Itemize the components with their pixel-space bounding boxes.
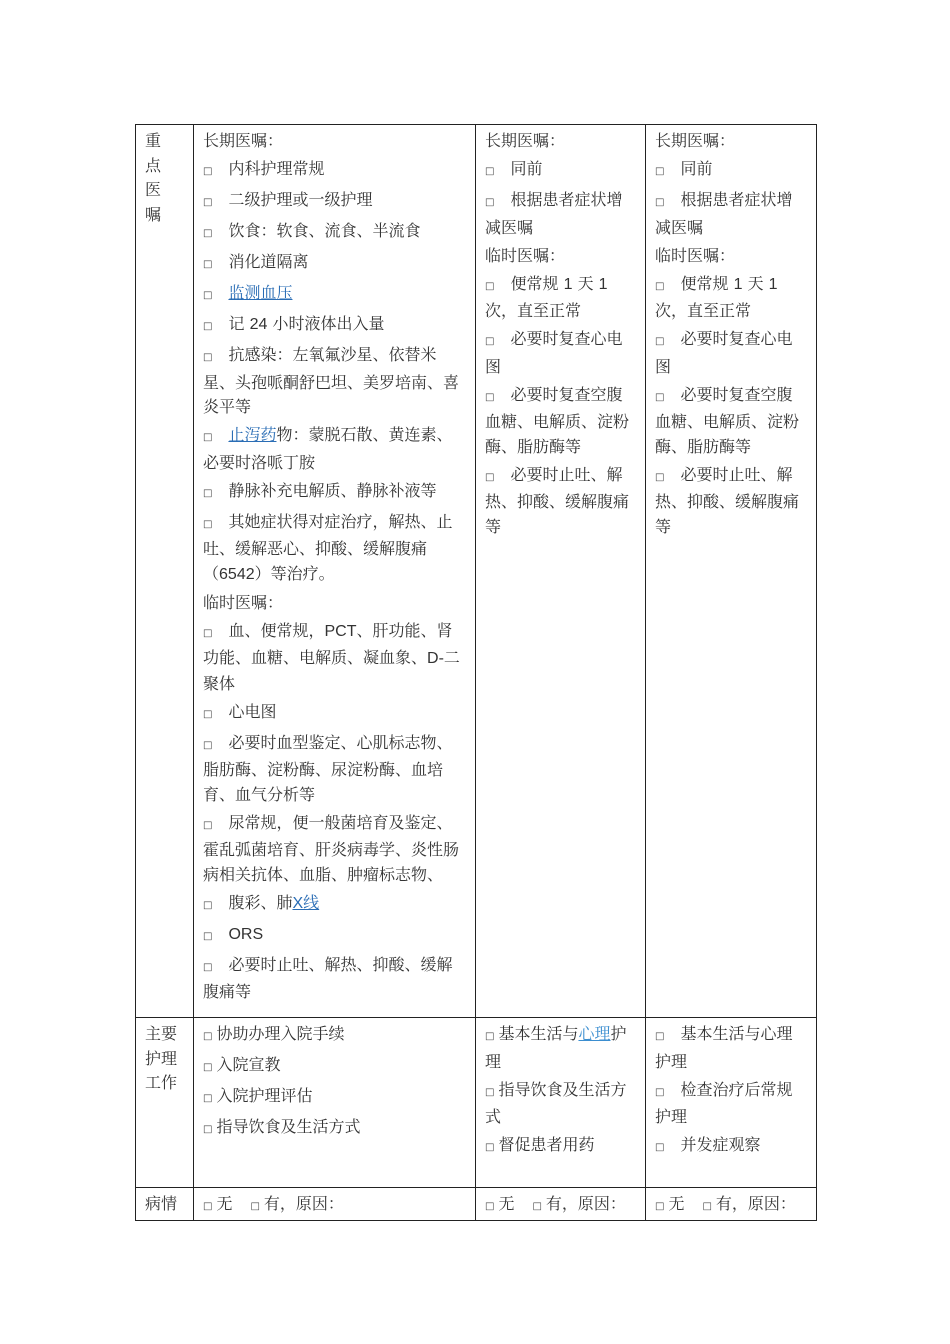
row-label-nursing [136,1018,194,1188]
checkbox[interactable]: □ [203,518,213,530]
order-item [203,510,467,588]
order-item [203,250,467,278]
checkbox[interactable]: □ [485,166,495,177]
long-term-orders-heading: 长期医嘱： [655,131,736,150]
order-text: 其她症状得对症治疗，解热、止吐、缓解恶心、抑酸、缓解腹痛（ [203,511,453,583]
order-text: 二级护理或一级护理 [228,190,373,209]
order-item [203,188,467,216]
order-text: 记 [228,314,245,333]
checkbox-none[interactable]: □ [203,1201,213,1212]
order-text: 必要时复查心电图 [485,329,623,376]
checkbox[interactable]: □ [485,197,495,208]
order-item [203,423,467,475]
order-item [203,479,467,507]
order-text: 抗感染：左氧氟沙星、依替米星、头孢哌酮舒巴坦、美罗培南、喜炎平等 [203,345,460,416]
nursing-text: 指导饮食及生活方式 [216,1117,361,1136]
order-item [203,891,467,919]
order-item [655,383,808,460]
row-condition [136,1188,817,1221]
nursing-text: 基本生活与心理护理 [655,1024,793,1071]
order-text: 同前 [680,159,713,178]
order-text: 二聚体 [203,648,460,693]
checkbox[interactable]: □ [655,391,665,403]
row-key-orders [136,125,817,1018]
order-item [655,188,808,240]
day1-nursing-cell [194,1018,476,1188]
nursing-text: 基本生活与 [498,1024,579,1043]
order-text: 尿常规，便一般菌培育及鉴定、霍乱弧菌培育、肝炎病毒学、炎性肠病相关抗体、血脂、肿瘤标志物、 [203,812,460,884]
order-item [655,463,808,540]
checkbox[interactable]: □ [203,930,213,942]
order-text: 静脉补充电解质、静脉补液等 [228,480,437,500]
order-text: 次，直至正常 [655,301,752,320]
day2-nursing-cell [476,1018,646,1188]
label-char: 护理 [145,1048,178,1068]
order-text: 物：蒙脱石散、黄连素、必要时洛哌丁胺 [203,425,453,472]
antidiarrheal-link[interactable]: 止泻药 [228,425,277,444]
order-text: 必要时血型鉴定、心肌标志物、脂肪酶、淀粉酶、尿淀粉酶、血培育、血气分析等 [203,732,453,804]
day2-condition-cell [476,1188,646,1221]
nursing-text: 入院宣教 [216,1055,281,1074]
nursing-item [203,1053,467,1081]
xray-link[interactable]: X线 [292,894,320,912]
checkbox[interactable]: □ [203,627,213,639]
nursing-item [485,1133,637,1161]
checkbox[interactable]: □ [203,487,213,499]
order-item [485,463,637,540]
nursing-text: 检查治疗后常规护理 [655,1079,793,1126]
checkbox[interactable]: □ [203,259,213,270]
day2-orders-cell [476,125,646,1018]
nursing-item [203,1022,467,1050]
temporary-orders-heading: 临时医嘱： [203,592,284,612]
order-item [203,922,467,950]
order-text: 血、便常规， [228,620,325,640]
nursing-item [655,1133,808,1161]
day3-nursing-cell [646,1018,817,1188]
order-number: 24 [249,316,268,333]
order-item [655,272,808,324]
checkbox[interactable]: □ [485,391,495,403]
order-item [203,312,467,340]
order-text: 便常规 [510,273,559,293]
order-text: 消化道隔离 [228,252,309,271]
checkbox-yes[interactable]: □ [702,1201,712,1212]
order-text: 根据患者症状增减医嘱 [485,190,623,237]
order-text: 次，直至正常 [485,301,582,320]
blood-pressure-link[interactable]: 监测血压 [228,283,293,302]
checkbox[interactable]: □ [655,1142,665,1153]
checkbox-none[interactable]: □ [655,1201,665,1212]
order-item [203,343,467,420]
order-text: 便常规 [680,273,729,293]
checkbox[interactable]: □ [655,336,665,347]
long-term-orders-heading: 长期医嘱： [485,131,566,150]
order-text: ）等治疗。 [254,563,335,583]
psychology-link[interactable]: 心理 [578,1024,611,1043]
order-number: 6542 [219,565,255,583]
label-char: 嘱 [145,204,162,224]
row-nursing [136,1018,817,1188]
nursing-text: 入院护理评估 [216,1086,313,1105]
label-char: 主要 [145,1024,178,1043]
order-number: 1 [563,275,573,293]
option-none-label: 无 [668,1194,685,1213]
order-item [485,188,637,240]
order-text: 天 [577,273,594,293]
nursing-text: 并发症观察 [680,1135,761,1154]
order-number: 1 [733,275,743,293]
order-text: 必要时复查心电图 [655,329,793,376]
order-text: 心电图 [228,701,277,721]
checkbox[interactable]: □ [203,197,213,208]
order-number: D- [427,650,444,667]
checkbox-yes[interactable]: □ [532,1201,542,1212]
checkbox[interactable]: □ [655,471,665,483]
checkbox[interactable]: □ [655,1086,665,1098]
option-yes-label: 有，原因： [263,1194,344,1213]
clinical-pathway-table [135,124,817,1221]
order-item [203,619,467,697]
checkbox[interactable]: □ [203,708,213,720]
long-term-orders-heading: 长期医嘱： [203,131,284,150]
nursing-text: 护理 [485,1024,627,1071]
order-text: 必要时止吐、解热、抑酸、缓解腹痛等 [655,464,800,536]
checkbox[interactable]: □ [203,1093,213,1104]
day1-orders-cell [194,125,476,1018]
checkbox[interactable]: □ [485,1142,495,1153]
order-text: 必要时止吐、解热、抑酸、缓解腹痛等 [203,954,453,1001]
checkbox[interactable]: □ [203,1124,213,1135]
checkbox[interactable]: □ [655,166,665,177]
checkbox[interactable]: □ [203,1062,213,1073]
order-text: 必要时复查空腹血糖、电解质、淀粉酶、脂肪酶等 [655,384,800,456]
checkbox[interactable]: □ [203,352,213,363]
row-label-key-orders [136,125,194,1018]
checkbox[interactable]: □ [203,819,213,831]
nursing-item [485,1022,637,1074]
order-text: 腹彩、肺 [228,892,293,912]
order-text: 小时液体出入量 [272,314,385,333]
order-item [203,811,467,888]
nursing-item [203,1084,467,1112]
checkbox[interactable]: □ [203,321,213,332]
order-item [485,383,637,460]
label-char: 医 [145,180,162,199]
checkbox[interactable]: □ [203,166,213,177]
day1-condition-cell [194,1188,476,1221]
order-number: PCT [324,622,357,640]
checkbox[interactable]: □ [655,280,665,292]
order-text: 饮食：软食、流食、半流食 [228,221,421,240]
order-text: ORS [228,925,264,943]
order-text: 同前 [510,159,543,178]
order-number: 1 [768,275,778,293]
order-text: 天 [747,273,764,293]
checkbox-none[interactable]: □ [485,1201,495,1212]
order-text: 、肝功能、肾功能、血糖、电解质、凝血象、 [203,620,453,667]
checkbox[interactable]: □ [203,432,213,443]
checkbox[interactable]: □ [203,228,213,239]
checkbox[interactable]: □ [655,197,665,208]
label-char: 点 [145,155,162,175]
checkbox[interactable]: □ [485,336,495,347]
order-item [203,157,467,185]
checkbox[interactable]: □ [485,471,495,483]
order-item [203,700,467,728]
nursing-item [655,1078,808,1130]
row-label-condition: 病情 [136,1188,194,1221]
checkbox[interactable]: □ [485,280,495,292]
option-none-label: 无 [498,1194,515,1213]
order-item [203,281,467,309]
order-item [485,327,637,379]
order-item [485,157,637,185]
temporary-orders-heading: 临时医嘱： [485,245,566,265]
checkbox[interactable]: □ [485,1086,495,1098]
checkbox[interactable]: □ [203,739,213,751]
nursing-text: 指导饮食及生活方式 [485,1079,627,1126]
order-item [203,731,467,808]
day3-orders-cell [646,125,817,1018]
label-char: 重 [145,131,162,150]
nursing-text: 督促患者用药 [498,1135,595,1154]
checkbox[interactable]: □ [203,290,213,301]
order-text: 根据患者症状增减医嘱 [655,190,793,237]
nursing-item [203,1115,467,1143]
nursing-text: 协助办理入院手续 [216,1024,345,1043]
nursing-item [655,1022,808,1074]
day3-condition-cell [646,1188,817,1221]
checkbox-yes[interactable]: □ [250,1201,260,1212]
checkbox[interactable]: □ [203,899,213,911]
order-text: 必要时复查空腹血糖、电解质、淀粉酶、脂肪酶等 [485,384,630,456]
order-item [485,272,637,324]
temporary-orders-heading: 临时医嘱： [655,245,736,265]
checkbox[interactable]: □ [203,961,213,973]
nursing-item [485,1078,637,1130]
order-item [203,219,467,247]
order-item [655,157,808,185]
option-yes-label: 有，原因： [545,1194,626,1213]
order-item [655,327,808,379]
order-item [203,953,467,1005]
order-number: 1 [598,275,608,293]
label-char: 工作 [145,1073,178,1092]
option-yes-label: 有，原因： [715,1194,796,1213]
option-none-label: 无 [216,1194,233,1213]
order-text: 必要时止吐、解热、抑酸、缓解腹痛等 [485,464,630,536]
order-text: 内科护理常规 [228,159,325,178]
checkbox[interactable]: □ [203,1031,213,1042]
checkbox[interactable]: □ [485,1031,495,1042]
checkbox[interactable]: □ [655,1031,665,1042]
